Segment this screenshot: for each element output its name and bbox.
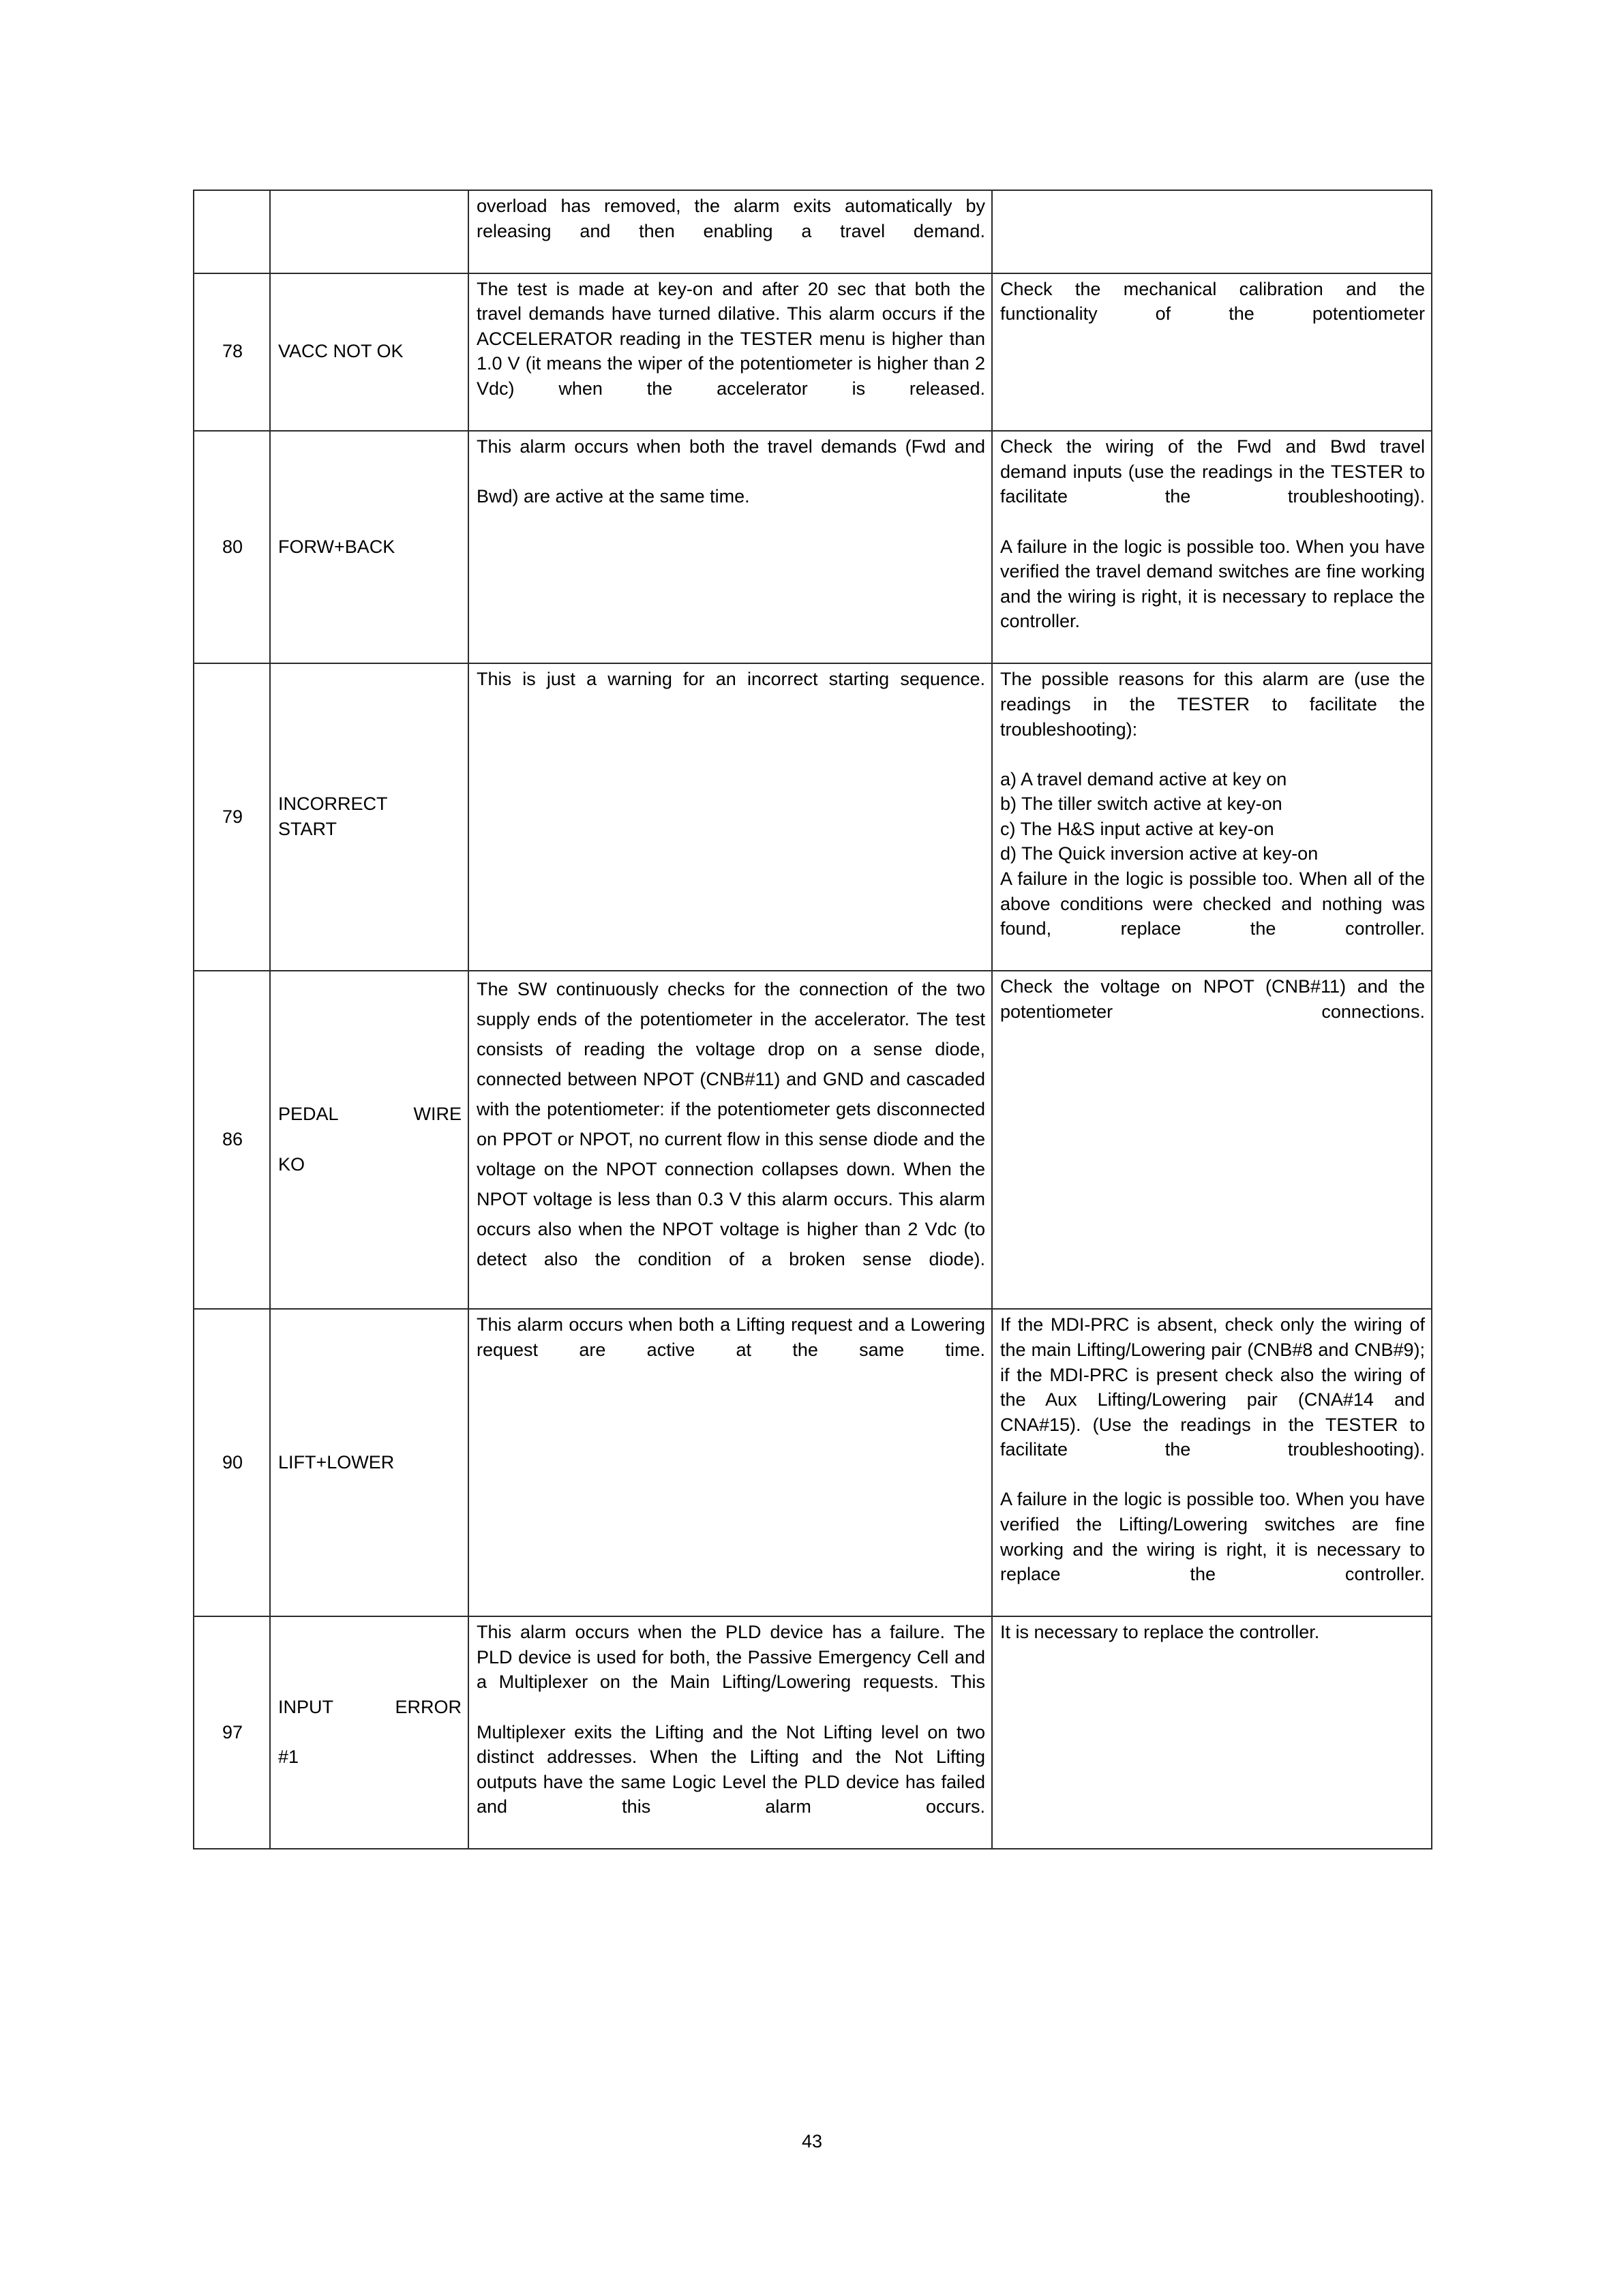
alarm-code-cell: 90 — [194, 1309, 270, 1616]
alarm-code-cell: 79 — [194, 663, 270, 971]
remedy-paragraph-1: Check the wiring of the Fwd and Bwd travel demand inputs (use the readings in the TESTER to facilitate the troubleshooting). — [1000, 436, 1425, 507]
description-paragraph: This is just a warning for an incorrect starting sequence. — [477, 669, 985, 690]
alarm-description-cell — [468, 190, 992, 273]
description-paragraph-1: This alarm occurs when the PLD device has a failure. The PLD device is used for both, the Passive Emergency Cell and a Multiplexer on the Main Lifting/Lowering requests. This — [477, 1622, 985, 1693]
alarm-description-cell — [468, 663, 992, 971]
alarm-name-line-2: #1 — [278, 1747, 299, 1768]
alarm-remedy-cell — [992, 1309, 1432, 1616]
alarm-remedy-cell — [992, 190, 1432, 273]
alarm-description-cell — [468, 1616, 992, 1849]
alarm-name-line-1 — [278, 1695, 462, 1744]
table-row — [194, 663, 1432, 971]
alarm-name-cell: FORW+BACK — [270, 431, 468, 663]
remedy-item-a: a) A travel demand active at key on — [1000, 768, 1287, 789]
description-paragraph: The SW continuously checks for the connection of the two supply ends of the potentiometer in the accelerator. The test consists of reading the voltage drop on a sense diode, connected between NPOT (CNB#11) and GND and cascaded with the potentiometer: if the potentiometer gets disconnected on PPOT or NPOT, no current flow in this sense diode and the voltage on the NPOT connection collapses down. When the NPOT voltage is less than 0.3 V this alarm occurs. This alarm occurs also when the NPOT voltage is higher than 2 Vdc (to detect also the condition of a broken sense diode). — [477, 979, 985, 1270]
alarm-code-cell: 78 — [194, 273, 270, 431]
page-number: 43 — [801, 2131, 823, 2151]
alarm-description-cell — [468, 971, 992, 1309]
alarm-name-word-2: WIRE — [413, 1104, 462, 1125]
alarm-description-cell — [468, 431, 992, 663]
table-row — [194, 1616, 1432, 1849]
description-paragraph-2: Multiplexer exits the Lifting and the Not Lifting level on two distinct addresses. When the Lifting and the Not Lifting outputs have the same Logic Level the PLD device has failed and this alarm occurs. — [477, 1721, 985, 1817]
alarm-name-line-1: INCORRECT — [278, 794, 388, 815]
remedy-item-d: d) The Quick inversion active at key-on — [1000, 843, 1319, 864]
alarm-remedy-cell — [992, 663, 1432, 971]
alarm-code-cell: 80 — [194, 431, 270, 663]
alarm-name-cell — [270, 663, 468, 971]
alarm-name-cell — [270, 190, 468, 273]
alarm-remedy-cell — [992, 431, 1432, 663]
alarm-code-cell: 97 — [194, 1616, 270, 1849]
alarm-codes-table — [193, 190, 1432, 1849]
alarm-description-cell — [468, 273, 992, 431]
alarm-name-cell: VACC NOT OK — [270, 273, 468, 431]
alarm-code-cell: 86 — [194, 971, 270, 1309]
alarm-name-line-1 — [278, 1102, 462, 1151]
table-row — [194, 1309, 1432, 1616]
alarm-remedy-cell — [992, 971, 1432, 1309]
table-row — [194, 190, 1432, 273]
remedy-paragraph: Check the mechanical calibration and the functionality of the potentiometer — [1000, 278, 1425, 324]
alarm-name-cell: LIFT+LOWER — [270, 1309, 468, 1616]
description-paragraph: The test is made at key-on and after 20 sec that both the travel demands have turned dilative. This alarm occurs if the ACCELERATOR reading in the TESTER menu is higher than 1.0 V (it means the wiper of the potentiometer is higher than 2 Vdc) when the accelerator is released. — [477, 278, 985, 399]
alarm-code-cell — [194, 190, 270, 273]
remedy-paragraph-2: A failure in the logic is possible too. When all of the above conditions were checked and nothing was found, replace the controller. — [1000, 868, 1425, 939]
alarm-name-word-1: INPUT — [278, 1697, 333, 1718]
description-paragraph-2: Bwd) are active at the same time. — [477, 486, 750, 507]
alarm-name-line-2: START — [278, 818, 337, 839]
alarm-name-cell — [270, 1616, 468, 1849]
remedy-paragraph-1: If the MDI-PRC is absent, check only the wiring of the main Lifting/Lowering pair (CNB#8 and CNB#9); if the MDI-PRC is present check also the wiring of the Aux Lifting/Lowering pair (CNA#14 and CNA#15). (Use the readings in the TESTER to facilitate the troubleshooting). — [1000, 1314, 1425, 1460]
description-paragraph: This alarm occurs when both a Lifting request and a Lowering request are active at the same time. — [477, 1314, 985, 1360]
remedy-item-c: c) The H&S input active at key-on — [1000, 818, 1274, 839]
description-paragraph: overload has removed, the alarm exits automatically by releasing and then enabling a travel demand. — [477, 196, 985, 241]
remedy-paragraph-2: A failure in the logic is possible too. When you have verified the travel demand switches are fine working and the wiring is right, it is necessary to replace the controller. — [1000, 536, 1425, 632]
alarm-name-line-2: KO — [278, 1153, 305, 1175]
alarm-name-word-1: PEDAL — [278, 1104, 338, 1125]
alarm-description-cell — [468, 1309, 992, 1616]
remedy-paragraph: It is necessary to replace the controller. — [1000, 1622, 1320, 1643]
alarm-name-cell — [270, 971, 468, 1309]
table-row — [194, 971, 1432, 1309]
table-row — [194, 273, 1432, 431]
alarm-remedy-cell — [992, 1616, 1432, 1849]
alarm-name-word-2: ERROR — [395, 1697, 462, 1718]
remedy-item-b: b) The tiller switch active at key-on — [1000, 794, 1282, 815]
alarm-remedy-cell — [992, 273, 1432, 431]
table-row — [194, 431, 1432, 663]
description-paragraph-1: This alarm occurs when both the travel demands (Fwd and — [477, 436, 985, 457]
remedy-paragraph-1: The possible reasons for this alarm are (use the readings in the TESTER to facilitate the troubleshooting): — [1000, 669, 1425, 740]
remedy-paragraph: Check the voltage on NPOT (CNB#11) and the potentiometer connections. — [1000, 976, 1425, 1022]
remedy-paragraph-2: A failure in the logic is possible too. When you have verified the Lifting/Lowering switches are fine working and the wiring is right, it is necessary to replace the controller. — [1000, 1489, 1425, 1585]
